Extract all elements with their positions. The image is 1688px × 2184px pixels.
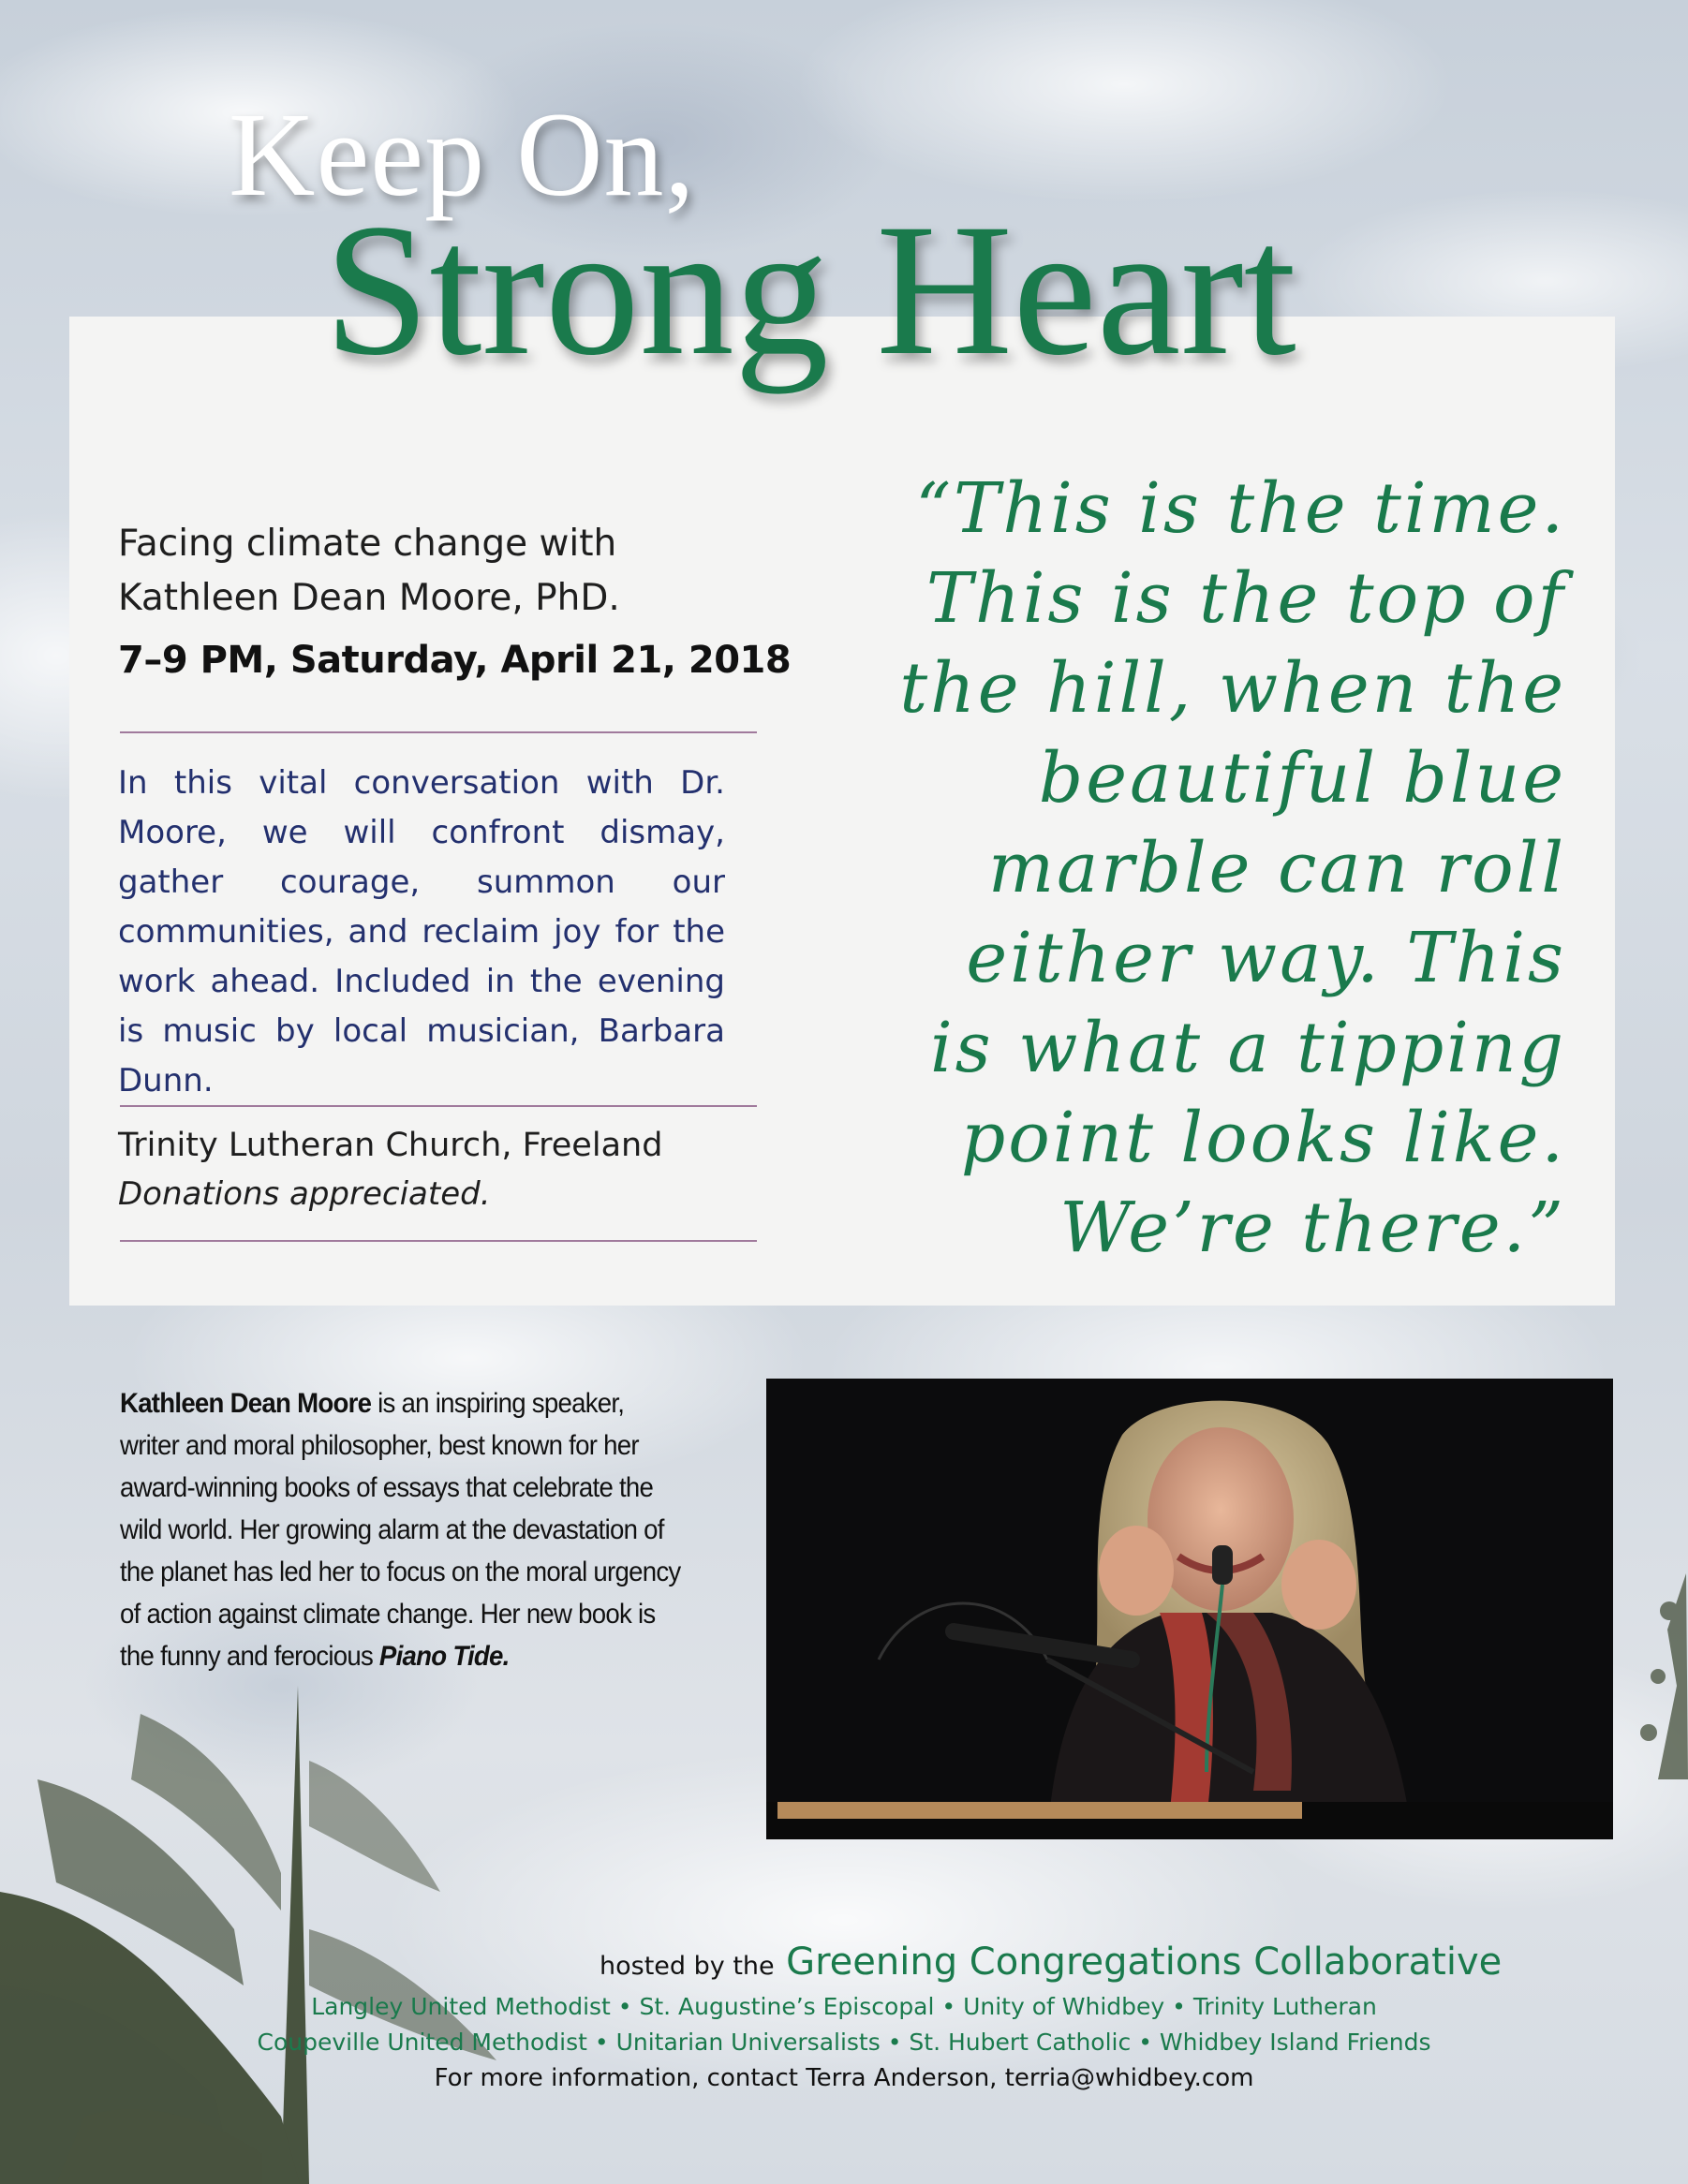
branch-silhouette bbox=[1630, 1573, 1688, 1779]
speaker-illustration bbox=[766, 1379, 1613, 1839]
quote-line: marble can roll bbox=[987, 828, 1566, 908]
event-info bbox=[118, 517, 792, 682]
quote-line: either way. This bbox=[966, 918, 1566, 998]
event-location: Trinity Lutheran Church, Freeland bbox=[118, 1127, 663, 1164]
divider-rule bbox=[120, 731, 757, 733]
title-line-1: Keep On, bbox=[229, 88, 696, 221]
bio-text: is an inspiring speaker, writer and moral philosopher, best known for her award-winning books of essays that celebrate the wild world. Her growing alarm at the devastation of the planet has led her to focus on the moral urgency of action against climate change. Her new book is the funny and ferocious bbox=[120, 1388, 681, 1672]
event-description: In this vital conversation with Dr. Moore, we will confront dismay, gather courage, summon our communities, and reclaim joy for the work ahead. Included in the evening is music by local musician, Barbara Dunn. bbox=[118, 764, 725, 1099]
donations-note: Donations appreciated. bbox=[118, 1175, 491, 1213]
member-congregations-line-1: Langley United Methodist • St. Augustine’s Episcopal • Unity of Whidbey • Trinity Lutheran bbox=[311, 1993, 1377, 2020]
quote-line: We’re there.” bbox=[1059, 1188, 1566, 1268]
hosted-prefix: hosted by the bbox=[600, 1952, 775, 1981]
quote-line: beautiful blue bbox=[1038, 738, 1566, 819]
divider-rule bbox=[120, 1240, 757, 1242]
quote-line: point looks like. bbox=[960, 1098, 1566, 1178]
host-credit bbox=[600, 1941, 1536, 1984]
event-subtitle-1: Facing climate change with bbox=[118, 523, 617, 565]
event-subtitle-2: Kathleen Dean Moore, PhD. bbox=[118, 577, 620, 619]
speaker-photo bbox=[766, 1379, 1613, 1839]
host-organization: Greening Congregations Collaborative bbox=[786, 1941, 1503, 1984]
quote-line: the hill, when the bbox=[899, 648, 1566, 729]
divider-rule bbox=[120, 1105, 757, 1107]
member-congregations-line-2: Coupeville United Methodist • Unitarian Universalists • St. Hubert Catholic • Whidbey Island Friends bbox=[257, 2029, 1431, 2056]
quote-line: is what a tipping bbox=[929, 1008, 1566, 1088]
speaker-name: Kathleen Dean Moore bbox=[120, 1388, 372, 1419]
contact-info: For more information, contact Terra Anderson, terria@whidbey.com bbox=[434, 2064, 1254, 2092]
speaker-bio bbox=[120, 1382, 689, 1677]
pull-quote bbox=[817, 464, 1566, 1273]
title-line-2: Strong Heart bbox=[324, 184, 1296, 394]
tree-silhouette bbox=[0, 1592, 525, 2184]
event-datetime: 7–9 PM, Saturday, April 21, 2018 bbox=[118, 639, 792, 682]
location-info bbox=[118, 1120, 662, 1217]
quote-line: “This is the time. bbox=[915, 468, 1566, 549]
quote-line: This is the top of bbox=[925, 558, 1566, 639]
book-title: Piano Tide. bbox=[378, 1641, 510, 1672]
